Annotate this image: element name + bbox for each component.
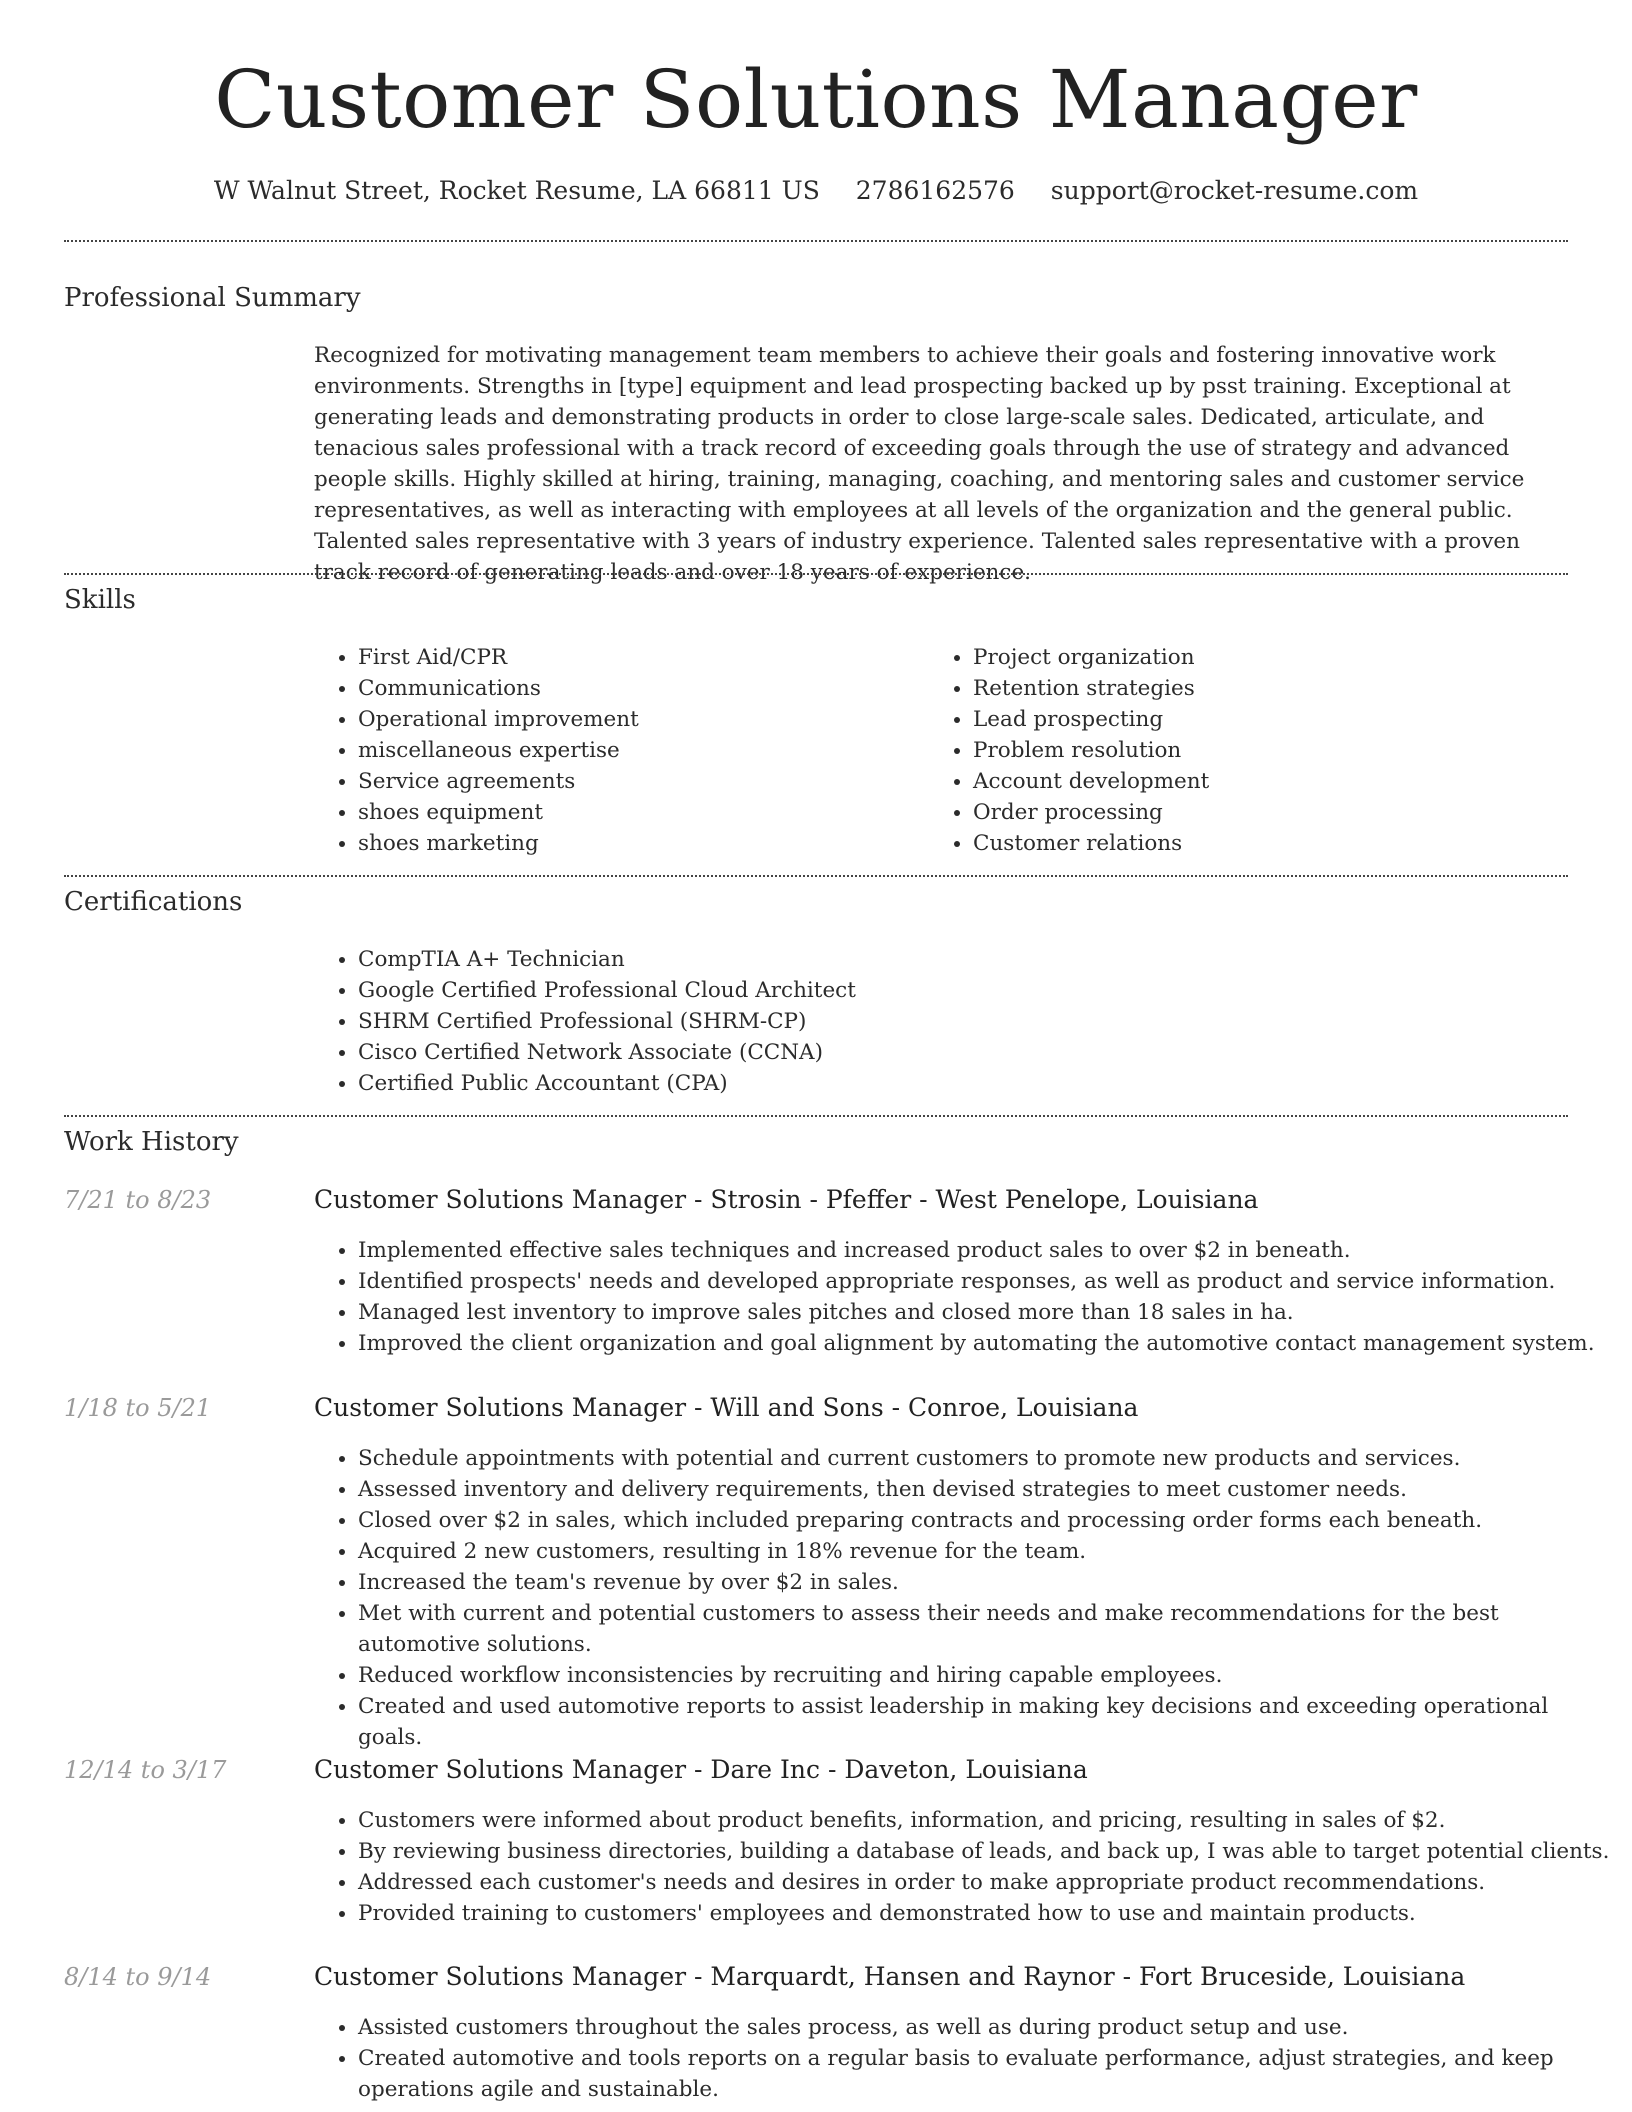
skill-item: • Communications (358, 673, 918, 704)
section-divider (64, 1115, 1568, 1117)
job-bullet: • By reviewing business directories, building a database of leads, and back up, I was able to target potential clients. (358, 1836, 1612, 1867)
certification-item: • SHRM Certified Professional (SHRM-CP) (358, 1006, 1558, 1037)
skill-item: • shoes equipment (358, 797, 918, 828)
job-bullet: • Customers were informed about product benefits, information, and pricing, resulting in sales of $2. (358, 1805, 1612, 1836)
skill-item: • First Aid/CPR (358, 642, 918, 673)
contact-line (0, 174, 1632, 208)
job-title: Customer Solutions Manager - Strosin - Pfeffer - West Penelope, Louisiana (314, 1185, 1259, 1214)
job-dates: 1/18 to 5/21 (64, 1394, 212, 1422)
job-bullet: • Closed over $2 in sales, which included preparing contracts and processing order forms each beneath. (358, 1505, 1612, 1536)
skill-item: • Operational improvement (358, 704, 918, 735)
job-bullet: • Managed lest inventory to improve sales pitches and closed more than 18 sales in ha. (358, 1297, 1612, 1328)
certifications-heading: Certifications (64, 887, 243, 917)
certification-item: • Google Certified Professional Cloud Architect (358, 975, 1558, 1006)
contact-phone: 2786162576 (855, 176, 1015, 205)
skill-item: • Service agreements (358, 766, 918, 797)
skills-list-right (929, 642, 1573, 859)
job-bullets (314, 2012, 1612, 2105)
certifications-list (314, 944, 1558, 1099)
section-divider (64, 573, 1568, 575)
job-bullet: • Improved the client organization and goal alignment by automating the automotive contact management system. (358, 1328, 1612, 1359)
job-bullets (314, 1235, 1612, 1359)
candidate-name: Customer Solutions Manager (214, 53, 1418, 146)
skill-item: • Retention strategies (973, 673, 1573, 704)
job-bullet: • Acquired 2 new customers, resulting in 18% revenue for the team. (358, 1536, 1612, 1567)
job-bullet: • Increased the team's revenue by over $2 in sales. (358, 1567, 1612, 1598)
job-bullet: • Assisted customers throughout the sales process, as well as during product setup and use. (358, 2012, 1612, 2043)
job-title: Customer Solutions Manager - Will and Sons - Conroe, Louisiana (314, 1393, 1139, 1422)
job-bullet: • Created automotive and tools reports on a regular basis to evaluate performance, adjust strategies, and keep operations agile and sustainable. (358, 2043, 1612, 2105)
job-bullet: • Addressed each customer's needs and desires in order to make appropriate product recommendations. (358, 1867, 1612, 1898)
section-divider (64, 240, 1568, 242)
certification-item: • CompTIA A+ Technician (358, 944, 1558, 975)
job-bullets (314, 1805, 1612, 1929)
job-bullet: • Schedule appointments with potential and current customers to promote new products and services. (358, 1443, 1612, 1474)
job-bullets (314, 1443, 1612, 1753)
skill-item: • Problem resolution (973, 735, 1573, 766)
summary-text: Recognized for motivating management team members to achieve their goals and fostering innovative work environments. Strengths in [type] equipment and lead prospecting backed up by psst training. Exceptional at generating leads and demonstrating products in order to close large-scale sales. Dedicated, articulate, and tenacious sales professional with a track record of exceeding goals through the use of strategy and advanced people skills. Highly skilled at hiring, training, managing, coaching, and mentoring sales and customer service representatives, as well as interacting with employees at all levels of the organization and the general public. Talented sales representative with 3 years of industry experience. Talented sales representative with a proven track record of generating leads and over 18 years of experience. (314, 343, 1525, 585)
job-title: Customer Solutions Manager - Marquardt, Hansen and Raynor - Fort Bruceside, Louisiana (314, 1962, 1466, 1991)
skill-item: • Lead prospecting (973, 704, 1573, 735)
skill-item: • miscellaneous expertise (358, 735, 918, 766)
work-history-heading: Work History (64, 1127, 239, 1157)
job-dates: 7/21 to 8/23 (64, 1186, 212, 1214)
skills-list-left (314, 642, 918, 859)
skills-heading: Skills (64, 585, 136, 615)
section-divider (64, 875, 1568, 877)
job-bullet: • Met with current and potential customers to assess their needs and make recommendations for the best automotive solutions. (358, 1598, 1612, 1660)
job-bullet: • Identified prospects' needs and developed appropriate responses, as well as product and service information. (358, 1266, 1612, 1297)
job-bullet: • Assessed inventory and delivery requirements, then devised strategies to meet customer needs. (358, 1474, 1612, 1505)
skill-item: • Project organization (973, 642, 1573, 673)
job-dates: 8/14 to 9/14 (64, 1963, 212, 1991)
certification-item: • Cisco Certified Network Associate (CCNA) (358, 1037, 1558, 1068)
contact-email: support@rocket-resume.com (1050, 176, 1419, 205)
contact-address: W Walnut Street, Rocket Resume, LA 66811 US (213, 176, 820, 205)
skill-item: • Account development (973, 766, 1573, 797)
summary-heading: Professional Summary (64, 283, 361, 313)
job-bullet: • Provided training to customers' employees and demonstrated how to use and maintain products. (358, 1898, 1612, 1929)
job-bullet: • Implemented effective sales techniques and increased product sales to over $2 in beneath. (358, 1235, 1612, 1266)
skill-item: • Order processing (973, 797, 1573, 828)
skill-item: • Customer relations (973, 828, 1573, 859)
job-dates: 12/14 to 3/17 (64, 1756, 227, 1784)
job-bullet: • Reduced workflow inconsistencies by recruiting and hiring capable employees. (358, 1660, 1612, 1691)
certification-item: • Certified Public Accountant (CPA) (358, 1068, 1558, 1099)
job-title: Customer Solutions Manager - Dare Inc - Daveton, Louisiana (314, 1755, 1088, 1784)
job-bullet: • Created and used automotive reports to assist leadership in making key decisions and exceeding operational goals. (358, 1691, 1612, 1753)
skill-item: • shoes marketing (358, 828, 918, 859)
